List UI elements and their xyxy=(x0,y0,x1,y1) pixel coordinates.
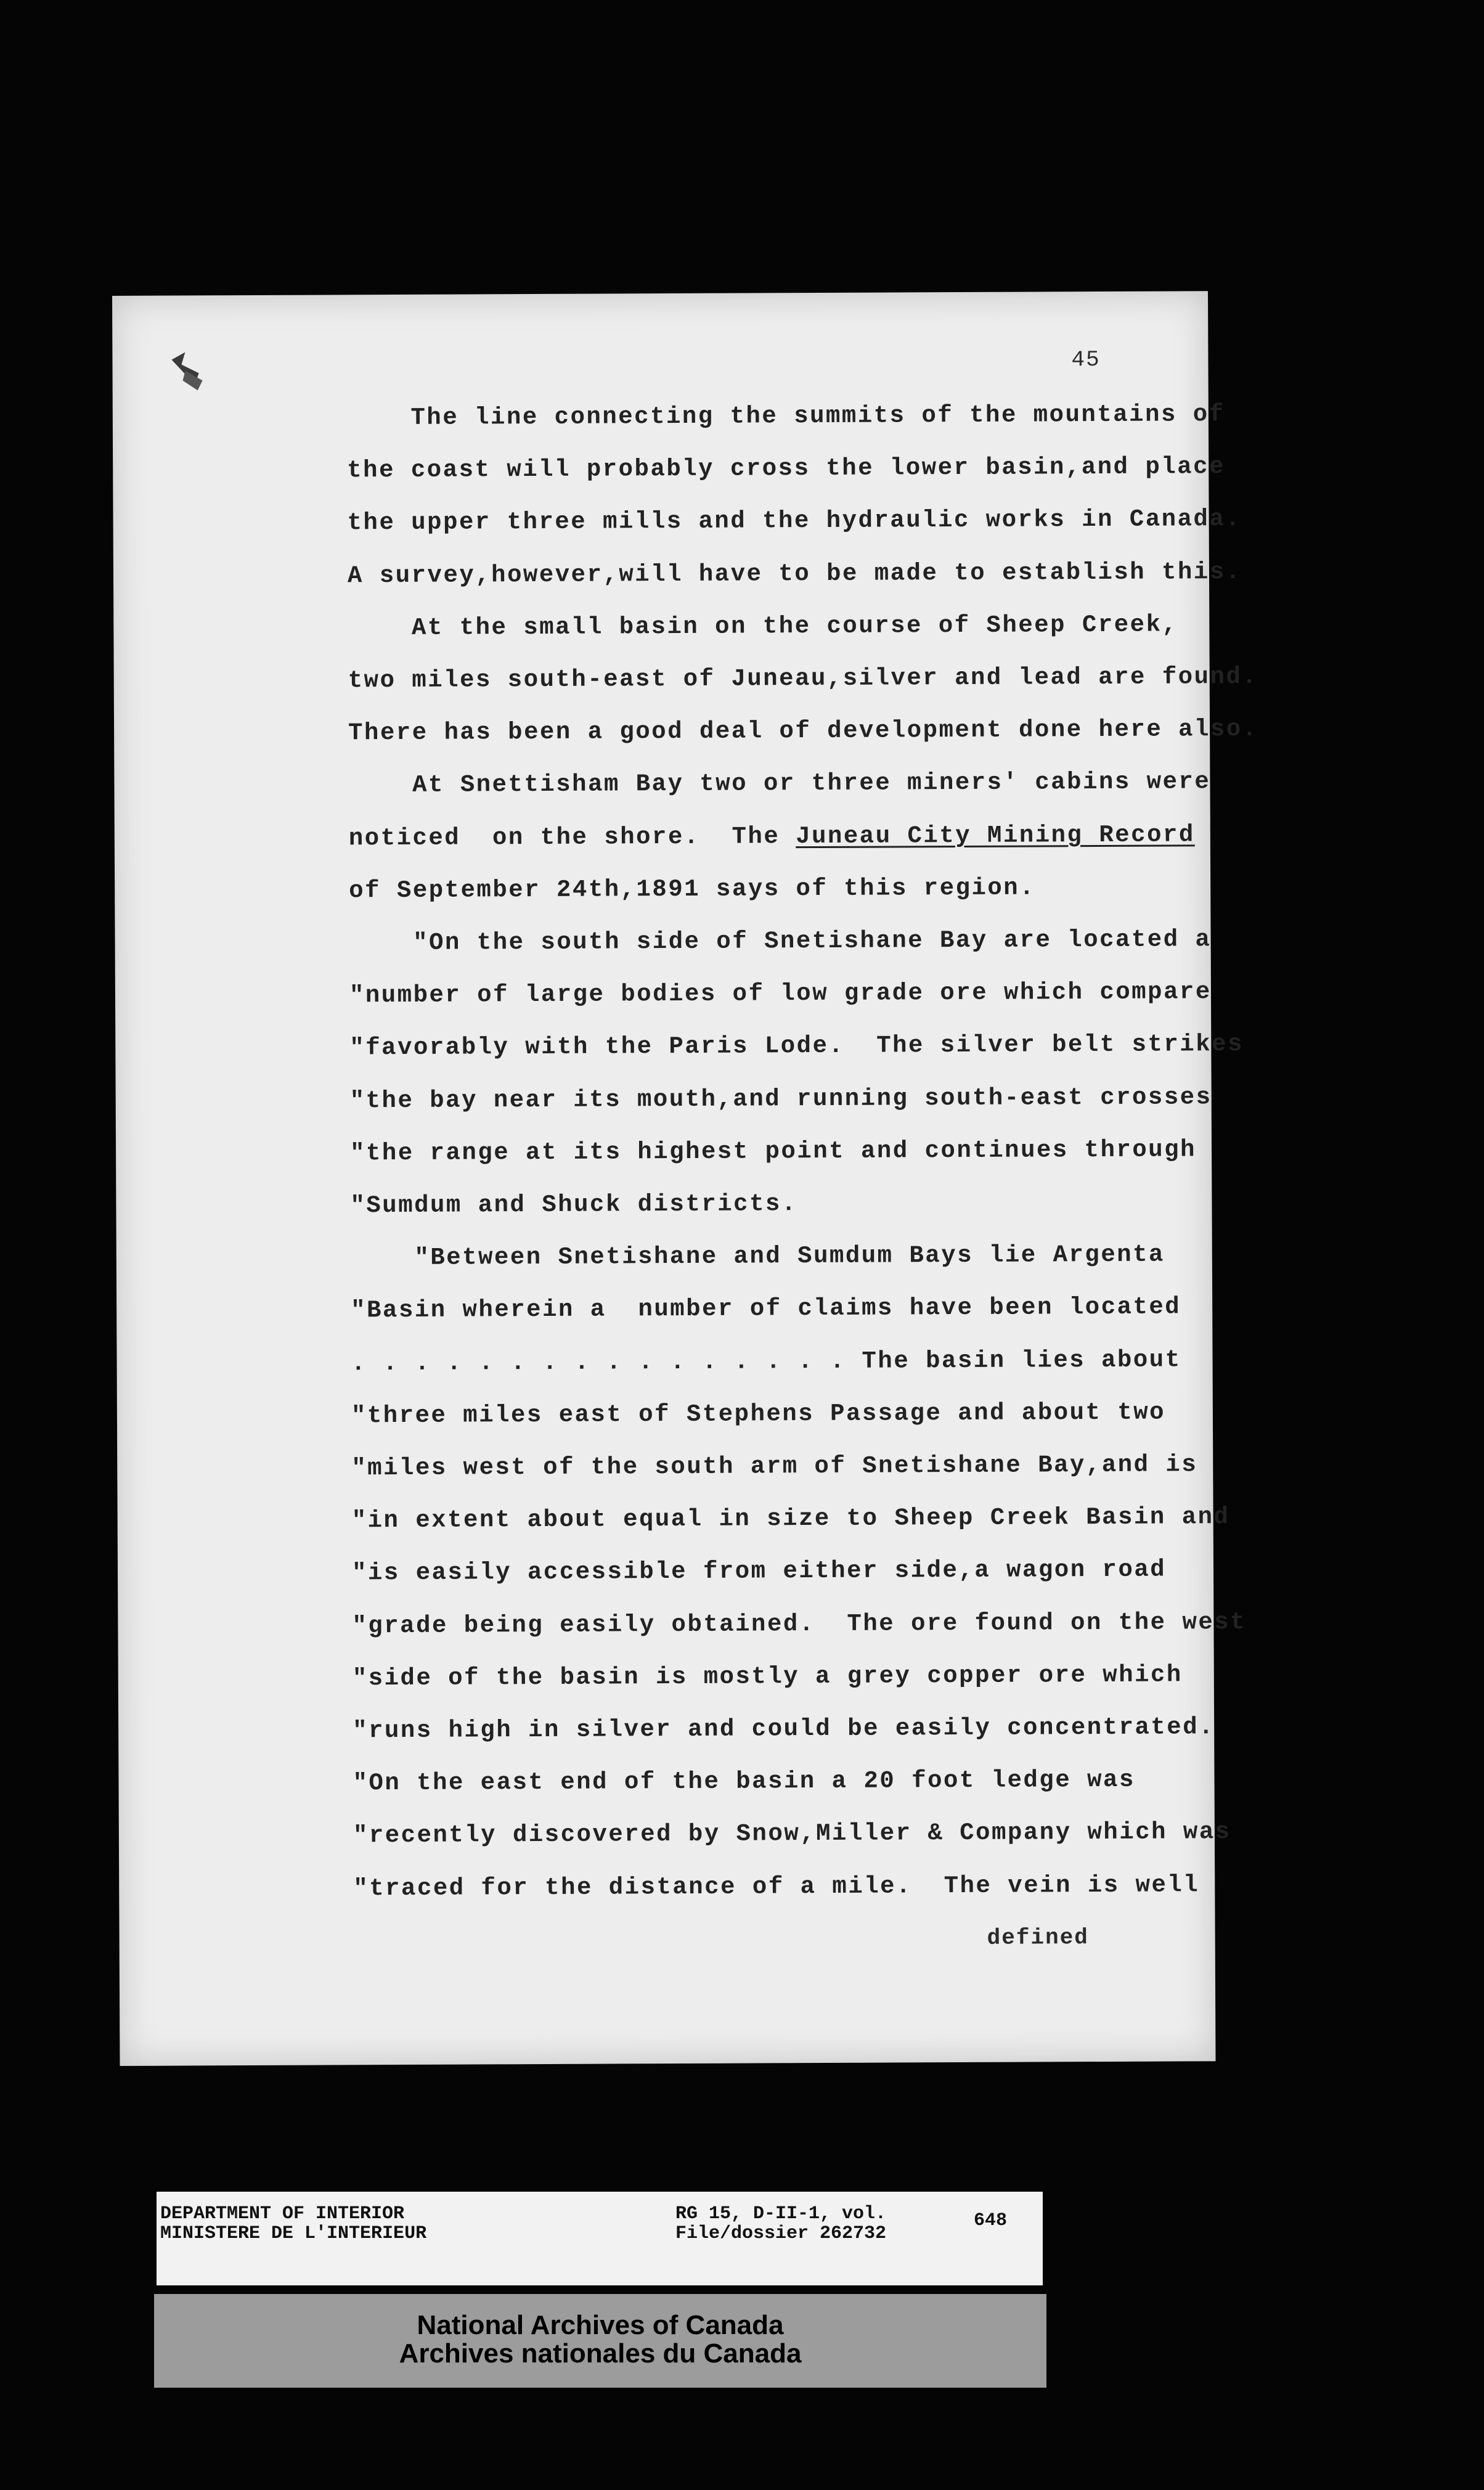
line-text: "On the east end of the basin a 20 foot ledge was xyxy=(353,1766,1135,1797)
line-text: the coast will probably cross the lower basin,and place xyxy=(347,453,1226,484)
text-line xyxy=(349,978,1212,1009)
text-line xyxy=(353,1766,1135,1797)
text-line xyxy=(352,1503,1230,1534)
text-line xyxy=(348,663,1258,694)
text-line xyxy=(349,1031,1244,1061)
text-line xyxy=(351,1241,1165,1272)
line-text: "the bay near its mouth,and running south-east crosses xyxy=(349,1083,1212,1114)
text-line xyxy=(348,505,1242,536)
line-text: "side of the basin is mostly a grey copper ore which xyxy=(352,1661,1183,1692)
line-text: "On the south side of Snetishane Bay are located a xyxy=(349,926,1212,957)
department-fr: MINISTERE DE L'INTERIEUR xyxy=(160,2223,427,2244)
file-number: File/dossier 262732 xyxy=(675,2223,887,2244)
archive-banner xyxy=(154,2294,1046,2388)
line-text: "Basin wherein a number of claims have been located xyxy=(351,1293,1181,1325)
line-text: "Sumdum and Shuck districts. xyxy=(350,1190,797,1220)
text-line xyxy=(347,401,1225,431)
reference-label xyxy=(675,2204,886,2243)
line-text: At Snettisham Bay two or three miners' cabins were xyxy=(348,768,1211,799)
text-line xyxy=(350,1190,797,1219)
publication-title: Juneau City Mining Record xyxy=(796,820,1195,850)
department-label xyxy=(160,2204,426,2243)
line-text: "in extent about equal in size to Sheep Creek Basin and xyxy=(351,1503,1230,1535)
line-text: . . . . . . . . . . . . . . . . The basin lies about xyxy=(351,1346,1181,1377)
line-text: "three miles east of Stephens Passage and about two xyxy=(351,1398,1166,1430)
line-text: of September 24th,1891 says of this region. xyxy=(349,874,1036,905)
line-text: noticed on the shore. The xyxy=(348,822,796,852)
line-text: "runs high in silver and could be easily concentrated. xyxy=(353,1713,1215,1745)
text-line xyxy=(349,821,1195,852)
department-en: DEPARTMENT OF INTERIOR xyxy=(160,2203,405,2224)
line-text: two miles south-east of Juneau,silver and lead are found. xyxy=(348,663,1258,695)
text-line xyxy=(351,1294,1181,1325)
text-line xyxy=(353,1871,1199,1902)
text-line xyxy=(352,1609,1246,1639)
text-line xyxy=(349,874,1035,904)
line-text: "favorably with the Paris Lode. The silver belt strikes xyxy=(349,1031,1244,1062)
line-text: "miles west of the south arm of Snetishane Bay,and is xyxy=(351,1451,1198,1482)
line-text: "traced for the distance of a mile. The vein is well xyxy=(353,1871,1200,1902)
text-line xyxy=(347,453,1225,484)
archive-name-en: National Archives of Canada xyxy=(417,2310,784,2340)
line-text: There has been a good deal of development done here also. xyxy=(348,716,1258,747)
line-text: the upper three mills and the hydraulic works in Canada. xyxy=(347,505,1242,537)
text-line xyxy=(350,1084,1212,1114)
line-text: "recently discovered by Snow,Miller & Company which was xyxy=(353,1818,1231,1850)
line-text: "grade being easily obtained. The ore found on the west xyxy=(352,1608,1247,1639)
text-line xyxy=(351,1346,1181,1377)
text-line xyxy=(352,1556,1166,1587)
line-text: "is easily accessible from either side,a wagon road xyxy=(351,1556,1167,1587)
text-line xyxy=(349,926,1211,957)
text-line xyxy=(350,1136,1196,1167)
archive-name-fr: Archives nationales du Canada xyxy=(399,2338,802,2369)
text-line xyxy=(353,1713,1215,1744)
volume-number: 648 xyxy=(974,2210,1008,2231)
line-text: A survey,however,will have to be made to establish this. xyxy=(347,558,1242,589)
line-text: "number of large bodies of low grade ore which compare xyxy=(349,978,1212,1010)
text-line xyxy=(353,1661,1183,1692)
text-line xyxy=(353,1818,1231,1849)
archive-reference-label xyxy=(157,2192,1043,2285)
text-line xyxy=(348,611,1178,642)
typed-page xyxy=(112,291,1258,2066)
text-line xyxy=(348,716,1258,746)
text-line xyxy=(348,558,1242,589)
catchword: defined xyxy=(987,1925,1089,1951)
line-text: "the range at its highest point and continues through xyxy=(349,1136,1197,1167)
paperclip-mark-icon xyxy=(166,346,210,395)
line-text: At the small basin on the course of Sheep Creek, xyxy=(348,611,1178,642)
line-text: "Between Snetishane and Sumdum Bays lie Argenta xyxy=(350,1241,1165,1272)
text-line xyxy=(351,1398,1165,1429)
record-group: RG 15, D-II-1, vol. xyxy=(675,2203,887,2224)
page-number: 45 xyxy=(1071,347,1101,373)
text-line xyxy=(351,1451,1197,1482)
text-line xyxy=(348,769,1210,799)
line-text: The line connecting the summits of the mountains of xyxy=(346,401,1225,432)
